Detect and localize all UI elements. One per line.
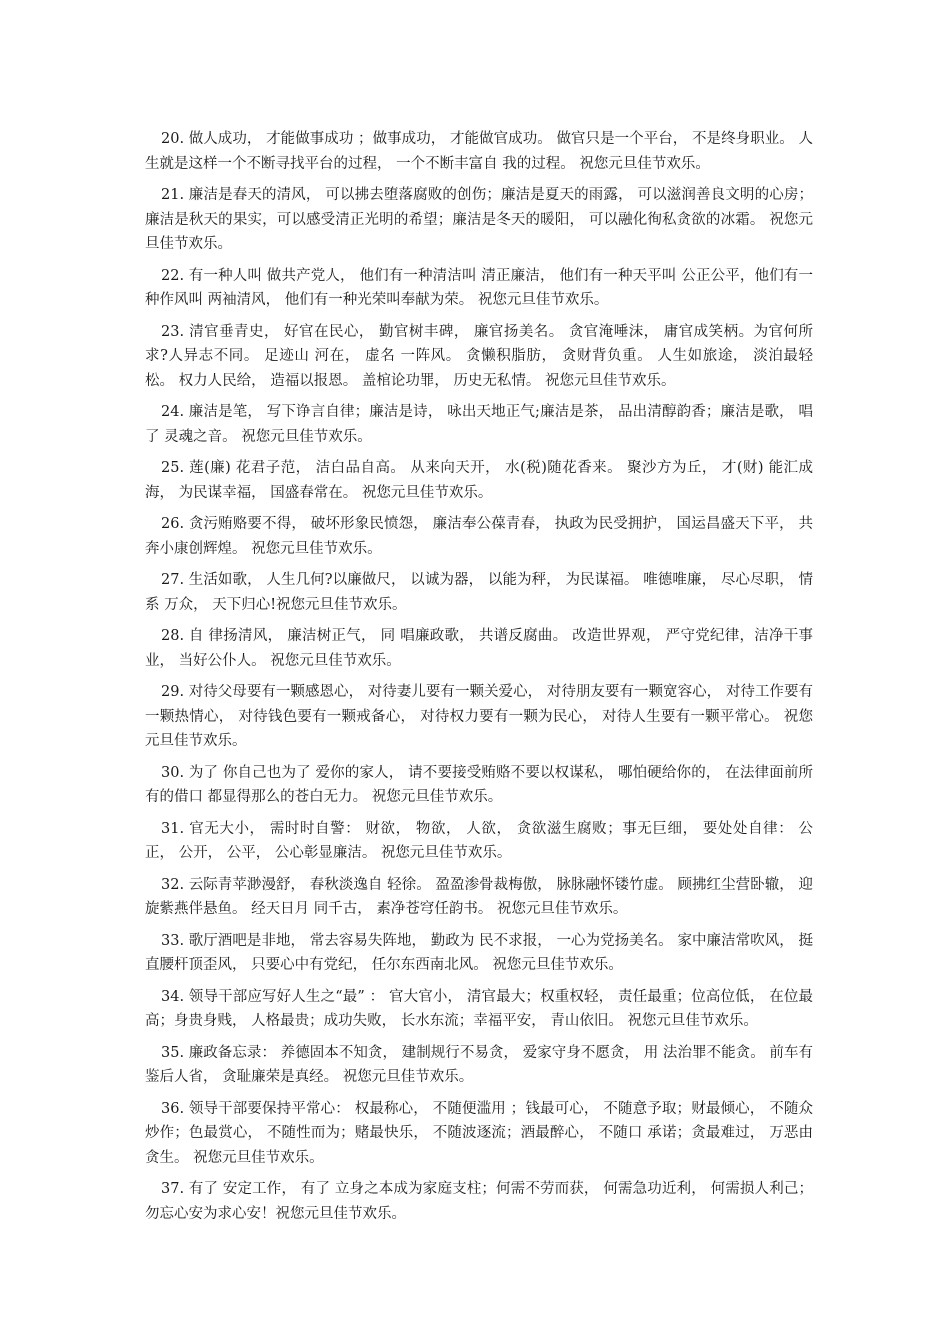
paragraph-26: 26. 贪污贿赂要不得， 破坏形象民愤怨， 廉洁奉公葆青春， 执政为民受拥护， 国运昌盛天下平， 共奔小康创辉煌。 祝您元旦佳节欢乐。 [145, 516, 813, 557]
paragraph-35: 35. 廉政备忘录： 养德固本不知贪， 建制规行不易贪， 爱家守身不愿贪， 用 法治罪不能贪。 前车有鉴后人省， 贪耻廉荣是真经。 祝您元旦佳节欢乐。 [145, 1044, 813, 1085]
paragraph-28: 28. 自 律扬清风， 廉洁树正气， 同 唱廉政歌， 共谱反腐曲。 改造世界观， 严守党纪律，洁净干事业， 当好公仆人。 祝您元旦佳节欢乐。 [145, 628, 813, 669]
paragraph-29: 29. 对待父母要有一颗感恩心， 对待妻儿要有一颗关爱心， 对待朋友要有一颗宽容心， 对待工作要有一颗热情心， 对待钱色要有一颗戒备心， 对待权力要有一颗为民心， 对待人生要有一颗平常心。 祝您元旦佳节欢乐。 [145, 684, 813, 749]
paragraph-24: 24. 廉洁是笔， 写下诤言自律；廉洁是诗， 咏出天地正气;廉洁是茶， 品出清醇韵香；廉洁是歌， 唱了 灵魂之音。 祝您元旦佳节欢乐。 [145, 404, 813, 445]
paragraph-22: 22. 有一种人叫 做共产党人， 他们有一种清洁叫 清正廉洁， 他们有一种天平叫 公正公平，他们有一种作风叫 两袖清风， 他们有一种光荣叫奉献为荣。 祝您元旦佳节欢乐。 [145, 267, 813, 308]
paragraph-25: 25. 莲(廉) 花君子范， 洁白品自高。 从来向天开， 水(税)随花香来。 聚沙方为丘， 才(财) 能汇成海， 为民谋幸福， 国盛春常在。 祝您元旦佳节欢乐。 [145, 460, 813, 501]
paragraph-36: 36. 领导干部要保持平常心： 权最称心， 不随便滥用 ；钱最可心， 不随意予取；财最倾心， 不随众炒作；色最赏心， 不随性而为；赌最快乐， 不随波逐流；酒最醉心， 不随口 承诺；贪最难过， 万恶由贪生。 祝您元旦佳节欢乐。 [145, 1100, 813, 1166]
paragraph-21: 21. 廉洁是春天的清风， 可以拂去堕落腐败的创伤；廉洁是夏天的雨露， 可以滋润善良文明的心房；廉洁是秋天的果实，可以感受清正光明的希望；廉洁是冬天的暖阳， 可以融化徇私贪欲的冰霜。 祝您元旦佳节欢乐。 [145, 187, 813, 252]
paragraph-23: 23. 清官垂青史， 好官在民心， 勤官树丰碑， 廉官扬美名。 贪官淹唾沫， 庸官成笑柄。为官何所求?人异志不同。 足迹山 河在， 虚名 一阵风。 贪懒积脂肪， 贪财背负重。 人生如旅途， 淡泊最轻松。 权力人民给， 造福以报恩。 盖棺论功罪， 历史无私情。 祝您元旦佳节欢乐。 [145, 323, 813, 389]
paragraph-32: 32. 云际青苹渺漫舒， 春秋淡逸自 轻徐。 盈盈渗骨裁梅傲， 脉脉融怀镂竹虚。 顾拂红尘营卧辙， 迎旋紫燕伴悬鱼。 经天日月 同千古， 素净苍穹任韵书。 祝您元旦佳节欢乐。 [145, 876, 813, 917]
paragraph-27: 27. 生活如歌， 人生几何?以廉做尺， 以诚为器， 以能为秤， 为民谋福。 唯德唯廉， 尽心尽职， 情系 万众， 天下归心!祝您元旦佳节欢乐。 [145, 572, 813, 613]
paragraph-30: 30. 为了 你自己也为了 爱你的家人， 请不要接受贿赂不要以权谋私， 哪怕硬给你的， 在法律面前所有的借口 都显得那么的苍白无力。 祝您元旦佳节欢乐。 [145, 764, 813, 805]
paragraph-31: 31. 官无大小， 需时时自警： 财欲， 物欲， 人欲， 贪欲滋生腐败；事无巨细， 要处处自律： 公正， 公开， 公平， 公心彰显廉洁。 祝您元旦佳节欢乐。 [145, 820, 813, 861]
paragraph-33: 33. 歌厅酒吧是非地， 常去容易失阵地， 勤政为 民不求报， 一心为党扬美名。 家中廉洁常吹风， 挺直腰杆顶歪风， 只要心中有党纪， 任尔东西南北风。 祝您元旦佳节欢乐。 [145, 932, 813, 973]
paragraph-37: 37. 有了 安定工作， 有了 立身之本成为家庭支柱；何需不劳而获， 何需急功近利， 何需损人利己；勿忘心安为求心安！祝您元旦佳节欢乐。 [145, 1181, 813, 1222]
paragraph-34: 34. 领导干部应写好人生之“最” ： 官大官小， 清官最大；权重权轻， 责任最重；位高位低， 在位最高；身贵身贱， 人格最贵；成功失败， 长水东流；幸福平安， 青山依旧。 祝您元旦佳节欢乐。 [145, 988, 813, 1029]
document-body [145, 127, 813, 1233]
paragraph-20: 20. 做人成功， 才能做事成功 ；做事成功， 才能做官成功。 做官只是一个平台， 不是终身职业。 人生就是这样一个不断寻找平台的过程， 一个不断丰富自 我的过程。 祝您元旦佳节欢乐。 [145, 131, 813, 172]
